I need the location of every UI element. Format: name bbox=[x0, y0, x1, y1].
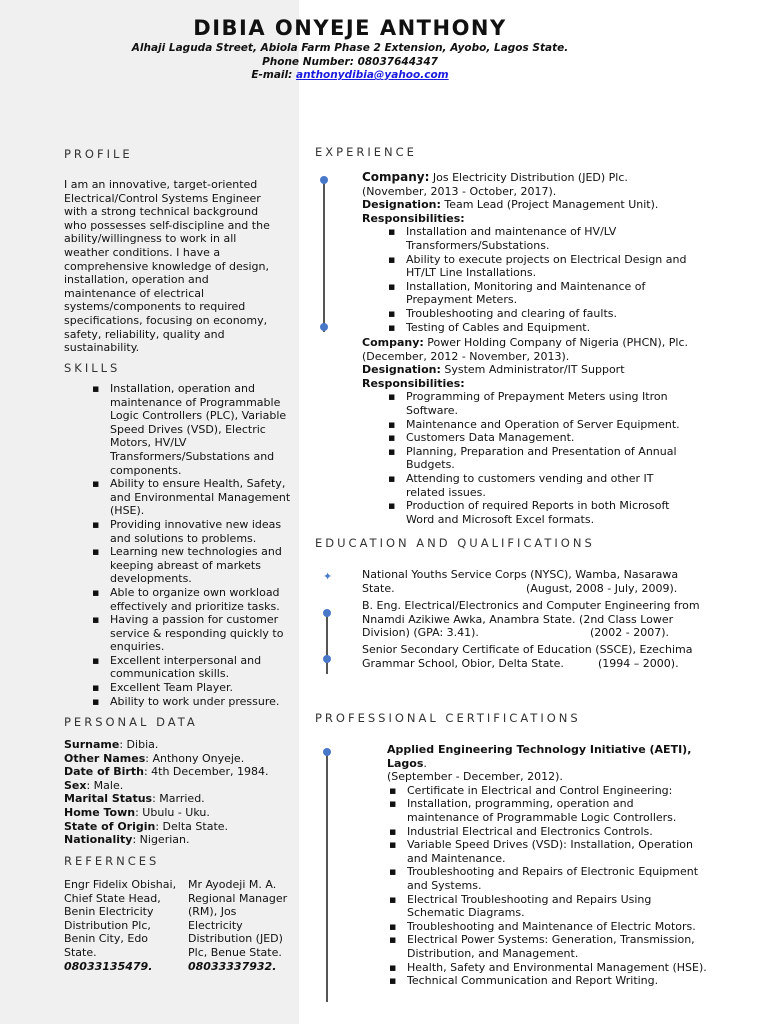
list-item: ▪ Able to organize own workload effectively and prioritize tasks. bbox=[86, 586, 292, 613]
experience-timeline bbox=[323, 180, 325, 332]
timeline-dot bbox=[323, 609, 331, 617]
education-nysc: National Youths Service Corps (NYSC), Wamba, Nasarawa State. (August, 2008 - July, 2009). bbox=[362, 568, 679, 595]
list-item: ▪ Health, Safety and Environmental Management (HSE). bbox=[383, 961, 708, 975]
list-item: ▪ Electrical Troubleshooting and Repairs Using Schematic Diagrams. bbox=[383, 893, 708, 920]
certifications-timeline bbox=[326, 752, 328, 1002]
list-item: ▪ Having a passion for customer service & responding quickly to enquiries. bbox=[86, 613, 292, 654]
list-item: ▪ Testing of Cables and Equipment. bbox=[382, 321, 692, 335]
skills-heading: SKILLS bbox=[64, 361, 121, 375]
job-phcn bbox=[362, 336, 702, 526]
list-item: ▪ Programming of Prepayment Meters using Itron Software. bbox=[382, 390, 692, 417]
skills-list bbox=[86, 382, 292, 708]
education-date: (August, 2008 - July, 2009). bbox=[526, 581, 678, 595]
star-icon: ✦ bbox=[323, 570, 333, 583]
responsibilities-label: Responsibilities: bbox=[362, 211, 465, 225]
designation-label: Designation: bbox=[362, 363, 441, 377]
company-name: Power Holding Company of Nigeria (PHCN), Plc. bbox=[423, 336, 688, 349]
list-item: ▪ Attending to customers vending and other IT related issues. bbox=[382, 472, 692, 499]
phone-number: Phone Number: 08037644347 bbox=[262, 55, 438, 68]
education-heading: EDUCATION AND QUALIFICATIONS bbox=[315, 536, 595, 550]
list-item: ▪ Troubleshooting and clearing of faults. bbox=[382, 307, 692, 321]
list-item: ▪ Variable Speed Drives (VSD): Installation, Operation and Maintenance. bbox=[383, 838, 708, 865]
certifications-heading: PROFESSIONAL CERTIFICATIONS bbox=[315, 711, 581, 725]
personal-row-home-town: Home Town: Ubulu - Uku. bbox=[64, 805, 210, 819]
responsibilities-list bbox=[382, 225, 692, 334]
reference-2-details: Mr Ayodeji M. A. Regional Manager (RM), Jos Electricity Distribution (JED) Plc, Benue State. bbox=[188, 878, 288, 959]
personal-row-marital-status: Marital Status: Married. bbox=[64, 792, 205, 806]
list-item: ▪ Customers Data Management. bbox=[382, 431, 692, 445]
list-item: ▪ Installation, programming, operation and maintenance of Programmable Logic Controllers. bbox=[383, 797, 708, 824]
list-item: ▪ Excellent interpersonal and communication skills. bbox=[86, 654, 292, 681]
list-item: ▪ Installation, operation and maintenance of Programmable Logic Controllers (PLC), Variable Speed Drives (VSD), Electric Motors, HV/LV Transformers/Substations and components. bbox=[86, 382, 292, 477]
reference-1-details: Engr Fidelix Obishai, Chief State Head, Benin Electricity Distribution Plc, Benin City, Edo State. bbox=[64, 878, 177, 959]
company-label: Company: bbox=[362, 336, 424, 349]
education-date: (2002 - 2007). bbox=[590, 626, 670, 640]
timeline-dot bbox=[323, 748, 331, 756]
profile-text: I am an innovative, target-oriented Electrical/Control Systems Engineer with a strong technical background who possesses self-discipline and the ability/willingness to work in all weather conditions. I have a comprehensive knowledge of design, installation, operation and maintenance of electrical systems/components to required specifications, focusing on economy, safety, reliability, quality and sustainability. bbox=[64, 178, 270, 355]
list-item: ▪ Installation and maintenance of HV/LV Transformers/Substations. bbox=[382, 225, 692, 252]
company-label: Company: bbox=[362, 170, 430, 184]
list-item: ▪ Maintenance and Operation of Server Equipment. bbox=[382, 418, 692, 432]
experience-heading: EXPERIENCE bbox=[315, 145, 417, 159]
email-link[interactable]: anthonydibia@yahoo.com bbox=[296, 69, 449, 81]
certification-aeti: Applied Engineering Technology Initiative (AETI), Lagos. (September - December, 2012). ▪ Certificate in Electrical and Control Engineering: ▪ Installation, programming, operation and maintenance of Programmable Logic Controllers. ▪ Industrial Electrical and Electronics Controls. ▪ Variable Speed Drives (VSD): Installation, Operation and Maintenance. ▪ Troubleshooting and Repairs of Electronic Equipment and Systems. ▪ Electrical Troubleshooting and Repairs Using Schematic Diagrams. ▪ Troubleshooting and Maintenance of Electric Motors. ▪ Electrical Power Systems: Generation, Transmission, Distribution, and Management. ▪ Health, Safety and Environmental Management (HSE). ▪ Technical Communication and Report Writing. bbox=[387, 743, 712, 988]
list-item: ▪ Providing innovative new ideas and solutions to problems. bbox=[86, 518, 292, 545]
personal-row-other-names: Other Names: Anthony Onyeje. bbox=[64, 751, 245, 765]
personal-data-list bbox=[64, 738, 294, 847]
timeline-dot bbox=[320, 323, 328, 331]
email-line bbox=[0, 69, 768, 83]
timeline-dot bbox=[320, 176, 328, 184]
list-item: ▪ Learning new technologies and keeping abreast of markets developments. bbox=[86, 545, 292, 586]
designation: System Administrator/IT Support bbox=[440, 363, 625, 377]
email-label: E-mail: bbox=[251, 69, 296, 81]
references-heading: REFERNCES bbox=[64, 854, 160, 868]
personal-data-heading: PERSONAL DATA bbox=[64, 715, 198, 729]
list-item: ▪ Certificate in Electrical and Control Engineering: bbox=[383, 784, 708, 798]
resume-header bbox=[0, 14, 768, 83]
personal-row-nationality: Nationality: Nigerian. bbox=[64, 833, 190, 847]
responsibilities-label: Responsibilities: bbox=[362, 376, 465, 390]
designation: Team Lead (Project Management Unit). bbox=[440, 198, 659, 212]
reference-1-phone: 08033135479. bbox=[64, 959, 153, 973]
certification-period: (September - December, 2012). bbox=[387, 770, 563, 784]
profile-heading: PROFILE bbox=[64, 147, 133, 161]
certification-org: Applied Engineering Technology Initiative (AETI), Lagos bbox=[387, 743, 692, 770]
education-date: (1994 – 2000). bbox=[598, 656, 679, 670]
reference-1 bbox=[64, 878, 182, 973]
list-item: ▪ Excellent Team Player. bbox=[86, 681, 292, 695]
list-item: ▪ Troubleshooting and Repairs of Electronic Equipment and Systems. bbox=[383, 865, 708, 892]
timeline-dot bbox=[323, 655, 331, 663]
reference-2 bbox=[188, 878, 292, 973]
list-item: ▪ Planning, Preparation and Presentation of Annual Budgets. bbox=[382, 445, 692, 472]
education-beng: B. Eng. Electrical/Electronics and Computer Engineering from Nnamdi Azikiwe Awka, Anambra State. (2nd Class Lower Division) (GPA: 3.41). (2002 - 2007). bbox=[362, 599, 700, 640]
designation-label: Designation: bbox=[362, 198, 441, 212]
list-item: ▪ Technical Communication and Report Writing. bbox=[383, 974, 708, 988]
job-jed bbox=[362, 171, 702, 334]
certification-list bbox=[383, 784, 708, 988]
personal-row-sex: Sex: Male. bbox=[64, 778, 124, 792]
company-name: Jos Electricity Distribution (JED) Plc. bbox=[429, 171, 628, 184]
list-item: ▪ Troubleshooting and Maintenance of Electric Motors. bbox=[383, 920, 708, 934]
candidate-name: DIBIA ONYEJE ANTHONY bbox=[193, 16, 507, 40]
list-item: ▪ Ability to execute projects on Electrical Design and HT/LT Line Installations. bbox=[382, 253, 692, 280]
list-item: ▪ Production of required Reports in both Microsoft Word and Microsoft Excel formats. bbox=[382, 499, 692, 526]
job-period: (December, 2012 - November, 2013). bbox=[362, 349, 570, 363]
list-item: ▪ Ability to work under pressure. bbox=[86, 695, 292, 709]
education-ssce: Senior Secondary Certificate of Education (SSCE), Ezechima Grammar School, Obior, Delta State. (1994 – 2000). bbox=[362, 643, 693, 670]
list-item: ▪ Ability to ensure Health, Safety, and Environmental Management (HSE). bbox=[86, 477, 292, 518]
job-period: (November, 2013 - October, 2017). bbox=[362, 184, 557, 198]
address: Alhaji Laguda Street, Abiola Farm Phase 2 Extension, Ayobo, Lagos State. bbox=[131, 42, 569, 54]
list-item: ▪ Electrical Power Systems: Generation, Transmission, Distribution, and Management. bbox=[383, 933, 708, 960]
responsibilities-list bbox=[382, 390, 692, 526]
education-timeline bbox=[326, 612, 328, 674]
personal-row-state-of-origin: State of Origin: Delta State. bbox=[64, 819, 229, 833]
list-item: ▪ Installation, Monitoring and Maintenance of Prepayment Meters. bbox=[382, 280, 692, 307]
personal-row-dob: Date of Birth: 4th December, 1984. bbox=[64, 765, 269, 779]
personal-row-surname: Surname: Dibia. bbox=[64, 738, 159, 751]
list-item: ▪ Industrial Electrical and Electronics Controls. bbox=[383, 825, 708, 839]
reference-2-phone: 08033337932. bbox=[188, 959, 277, 973]
